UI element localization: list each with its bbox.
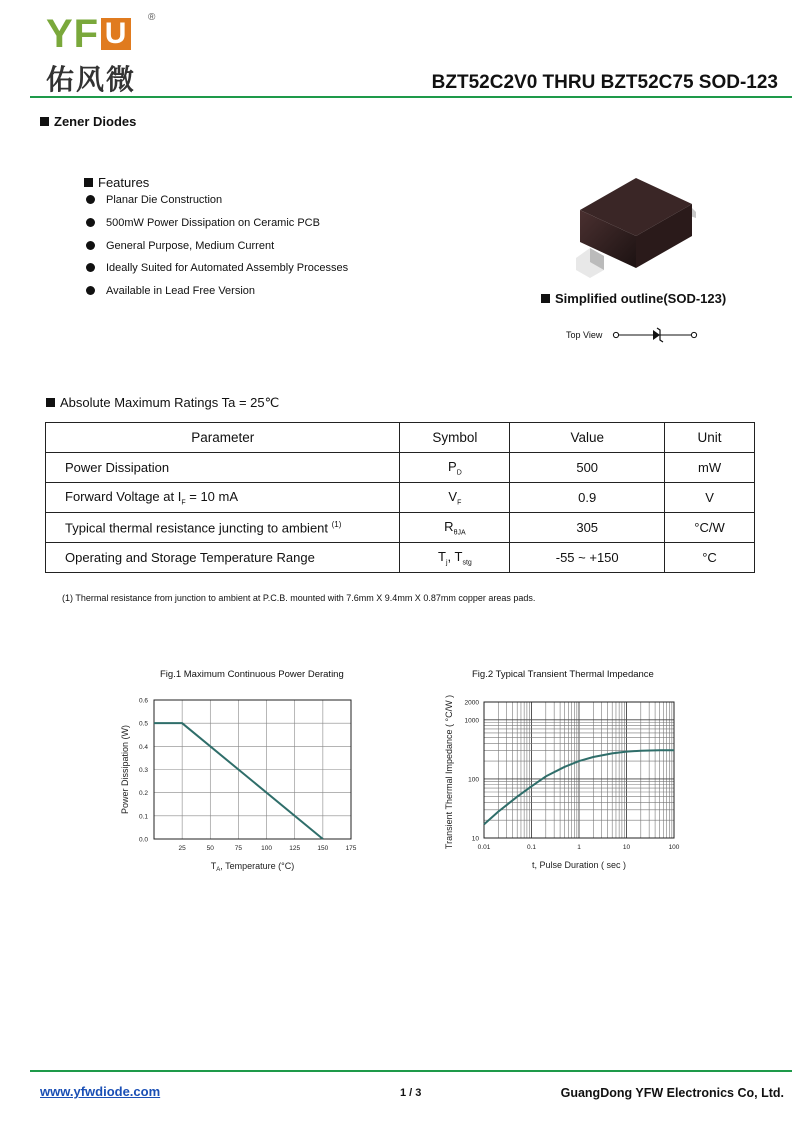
table-row <box>46 543 755 573</box>
square-bullet-icon <box>40 117 49 126</box>
y-tick-label: 100 <box>468 776 479 784</box>
column-header: Unit <box>665 423 755 453</box>
symbol-cell <box>400 453 510 483</box>
symbol-text: P <box>448 458 457 474</box>
footer-rule <box>30 1070 792 1072</box>
x-tick-label: 125 <box>289 845 301 852</box>
outline-caption-text: Simplified outline(SOD-123) <box>555 291 727 306</box>
square-bullet-icon <box>46 398 55 407</box>
top-view-label: Top View <box>566 330 603 340</box>
feature-text: Available in Lead Free Version <box>106 285 256 297</box>
x-axis-label: t, Pulse Duration ( sec ) <box>531 860 627 870</box>
unit-cell: °C/W <box>665 513 755 543</box>
x-tick-label: 0.01 <box>477 844 491 851</box>
x-tick-label: 50 <box>206 845 214 852</box>
param-cell <box>46 483 400 513</box>
y-tick-label: 1000 <box>464 717 479 725</box>
feature-item <box>86 262 348 274</box>
y-tick-label: 0.4 <box>138 743 148 751</box>
square-bullet-icon <box>541 294 550 303</box>
feature-item <box>86 194 222 206</box>
y-tick-label: 0.0 <box>138 836 148 844</box>
logo-boxed-letter: U <box>101 18 131 50</box>
feature-text: Ideally Suited for Automated Assembly Processes <box>106 262 349 274</box>
symbol-cell <box>400 513 510 543</box>
column-header: Symbol <box>400 423 510 453</box>
x-tick-label: 100 <box>668 844 680 851</box>
symbol-subscript: D <box>456 469 462 477</box>
value-cell: 305 <box>510 513 665 543</box>
bullet-icon <box>86 263 95 272</box>
diode-symbol-icon <box>610 325 702 345</box>
website-link[interactable]: www.yfwdiode.com <box>40 1084 161 1099</box>
symbol-cell <box>400 483 510 513</box>
column-header: Value <box>510 423 665 453</box>
symbol-subscript: j <box>445 559 448 567</box>
fig2-title: Fig.2 Typical Transient Thermal Impedance <box>472 669 654 680</box>
y-axis-label: Transient Thermal Impedance ( °C/W ) <box>444 694 454 850</box>
symbol-subscript: θJA <box>453 529 466 537</box>
param-text: Typical thermal resistance juncting to ambient <box>65 520 329 536</box>
symbol-text: R <box>444 518 454 534</box>
table-row <box>46 513 755 543</box>
param-cell: Power Dissipation <box>46 453 400 483</box>
section-title-text: Zener Diodes <box>54 114 137 129</box>
column-header: Parameter <box>46 423 400 453</box>
unit-cell: °C <box>665 543 755 573</box>
y-tick-label: 0.3 <box>138 767 148 774</box>
ratings-heading <box>46 395 279 411</box>
y-tick-label: 10 <box>471 835 479 843</box>
outline-caption <box>541 291 726 306</box>
feature-item <box>86 240 274 252</box>
feature-text: 500mW Power Dissipation on Ceramic PCB <box>106 217 320 229</box>
y-tick-label: 0.6 <box>138 697 148 705</box>
unit-cell: V <box>665 483 755 513</box>
value-cell: 0.9 <box>510 483 665 513</box>
symbol-cell <box>400 543 510 573</box>
feature-item <box>86 285 255 297</box>
param-text: = 10 mA <box>185 488 239 504</box>
bullet-icon <box>86 286 95 295</box>
ratings-heading-text: Absolute Maximum Ratings Ta = 25℃ <box>60 395 280 410</box>
power-derating-chart <box>112 690 362 875</box>
section-title <box>40 114 136 129</box>
table-header-row <box>46 423 755 453</box>
symbol-subscript: F <box>457 499 462 507</box>
feature-item <box>86 217 320 229</box>
sod123-package-image <box>560 170 710 282</box>
footnote: (1) Thermal resistance from junction to ambient at P.C.B. mounted with 7.6mm X 9.4mm X 0.87mm copper areas pads. <box>62 593 536 603</box>
features-heading <box>84 175 149 190</box>
fig1-title: Fig.1 Maximum Continuous Power Derating <box>160 669 344 680</box>
document-title: BZT52C2V0 THRU BZT52C75 SOD-123 <box>431 72 778 93</box>
x-tick-label: 100 <box>261 845 273 852</box>
table-row <box>46 453 755 483</box>
x-tick-label: 1 <box>577 844 581 851</box>
param-cell <box>46 513 400 543</box>
y-tick-label: 2000 <box>464 699 479 707</box>
value-cell: -55 ~ +150 <box>510 543 665 573</box>
symbol-text: T <box>438 548 446 564</box>
footnote-marker: (1) <box>331 519 342 529</box>
param-subscript: F <box>181 499 186 507</box>
bullet-icon <box>86 195 95 204</box>
company-name: GuangDong YFW Electronics Co, Ltd. <box>560 1086 784 1100</box>
feature-text: Planar Die Construction <box>106 194 223 206</box>
bullet-icon <box>86 218 95 227</box>
feature-text: General Purpose, Medium Current <box>106 240 275 252</box>
x-tick-label: 10 <box>622 844 631 851</box>
x-tick-label: 75 <box>234 845 243 852</box>
value-cell: 500 <box>510 453 665 483</box>
thermal-impedance-chart <box>438 680 688 875</box>
page-number: 1 / 3 <box>400 1087 422 1099</box>
square-bullet-icon <box>84 178 93 187</box>
table-row <box>46 483 755 513</box>
y-tick-label: 0.1 <box>138 813 148 821</box>
unit-cell: mW <box>665 453 755 483</box>
x-tick-label: 175 <box>345 845 357 852</box>
ratings-table <box>45 422 755 573</box>
x-tick-label: 25 <box>178 845 186 852</box>
registered-mark: ® <box>148 12 156 23</box>
features-heading-text: Features <box>98 175 150 190</box>
y-tick-label: 0.5 <box>138 720 148 728</box>
y-axis-label: Power Dissipation (W) <box>120 724 130 815</box>
symbol-text: V <box>448 488 458 504</box>
param-text: Forward Voltage at I <box>65 488 182 504</box>
logo-letters: YF <box>46 12 100 56</box>
y-tick-label: 0.2 <box>138 790 148 798</box>
param-cell: Operating and Storage Temperature Range <box>46 543 400 573</box>
x-tick-label: 150 <box>317 845 329 852</box>
x-axis-label: $T_A$, Temperature (°C) <box>210 861 295 873</box>
logo-chinese-name: 佑风微 <box>46 63 137 96</box>
bullet-icon <box>86 241 95 250</box>
x-tick-label: 0.1 <box>526 844 537 851</box>
symbol-text: , T <box>447 548 463 564</box>
header-rule <box>30 96 792 98</box>
logo <box>46 14 131 54</box>
symbol-subscript: stg <box>462 559 472 567</box>
